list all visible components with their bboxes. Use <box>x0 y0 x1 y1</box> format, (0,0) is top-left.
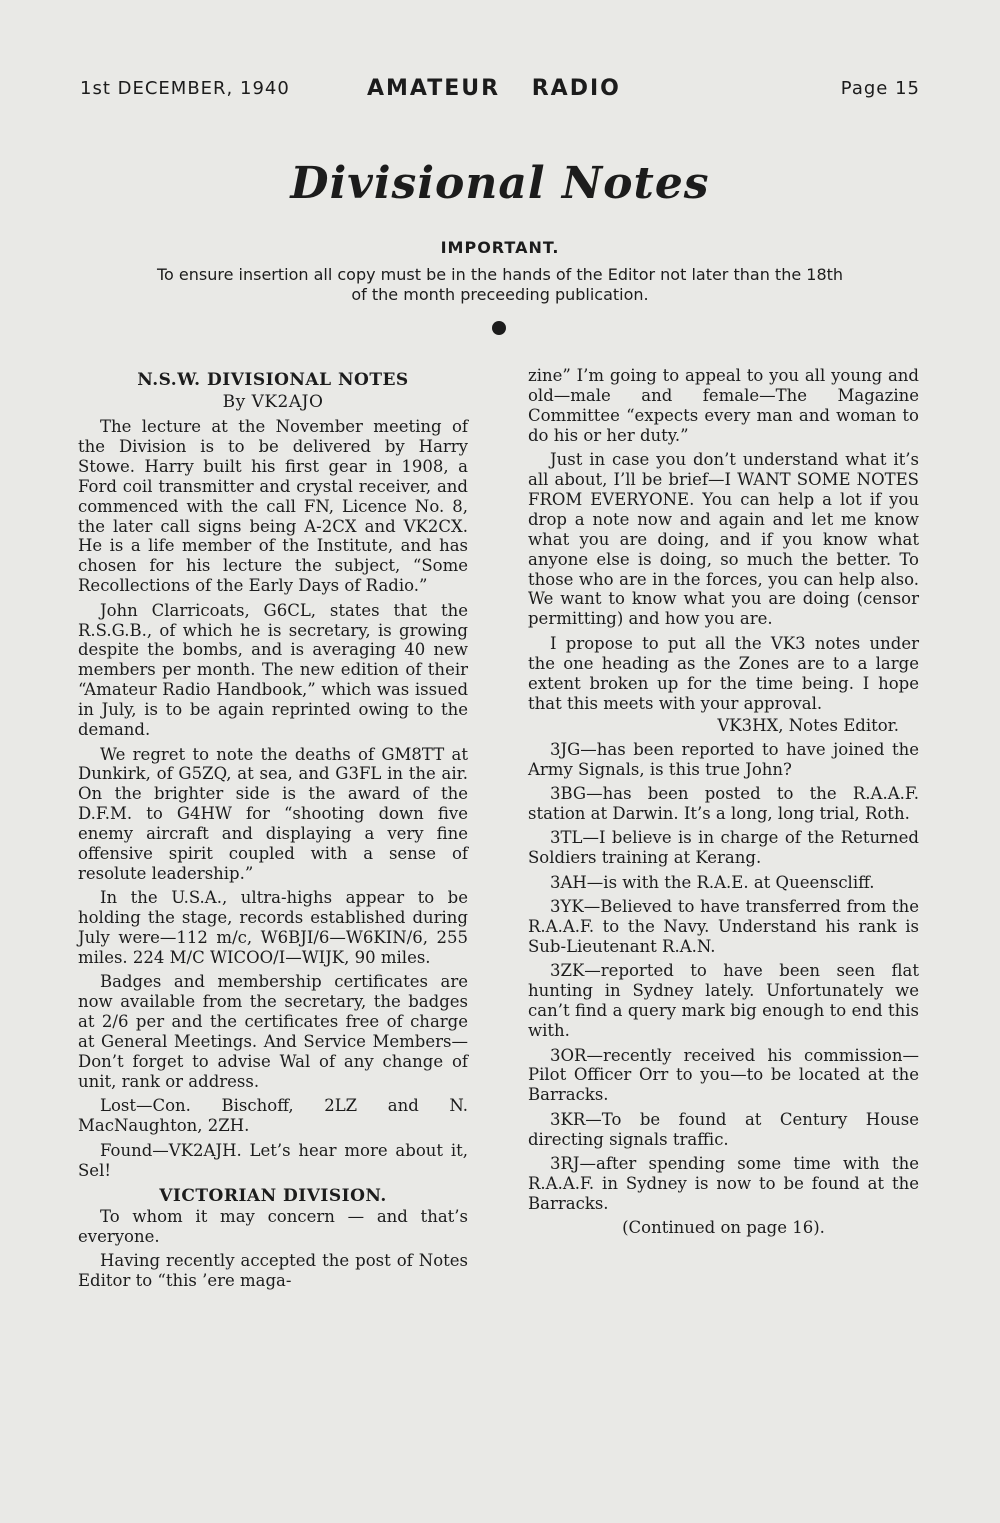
vic-paragraph: To whom it may concern — and that’s everyone. <box>78 1207 468 1246</box>
vic-heading: VICTORIAN DIVISION. <box>159 1186 387 1207</box>
nsw-paragraph: Found—VK2AJH. Let’s hear more about it, Sel! <box>78 1140 468 1180</box>
vic-item: 3AH—is with the R.A.E. at Queenscliff. <box>550 872 875 892</box>
nsw-byline: By VK2AJO <box>222 392 324 412</box>
nsw-paragraph: Badges and membership certificates are now available from the secretary, the badges at 2/6 per and the certificates free of charge at General Meetings. And Service Members—Don’t forget to advise Wal of any change of unit, rank or address. <box>78 972 468 1091</box>
nsw-paragraph: We regret to note the deaths of GM8TT at Dunkirk, of G5ZQ, at sea, and G3FL in the air. On the brighter side is the award of the D.F.M. to G4HW for “shooting down five enemy aircraft and displaying a very fine offensive spirit coupled with a sense of resolute leadership.” <box>78 744 468 883</box>
vic-item: 3JG—has been reported to have joined the Army Signals, is this true John? <box>528 739 919 779</box>
nsw-paragraph: The lecture at the November meeting of the Division is to be delivered by Harry Stowe. Harry built his first gear in 1908, a Ford coil transmitter and crystal receiver, and commenced with the call FN, Licence No. 8, the later call signs being A-2CX and VK2CX. He is a life member of the Institute, and has chosen for his lecture the subject, “Some Recollections of the Early Days of Radio.” <box>78 417 468 596</box>
right-column <box>528 366 919 1243</box>
continued-note: (Continued on page 16). <box>622 1218 825 1238</box>
nsw-heading: N.S.W. DIVISIONAL NOTES <box>137 370 409 390</box>
page-title: Divisional Notes <box>290 158 710 209</box>
vic-item: 3KR—To be found at Century House directing signals traffic. <box>528 1109 919 1149</box>
vic-item: 3YK—Believed to have transferred from the R.A.A.F. to the Navy. Understand his rank is Sub-Lieutenant R.A.N. <box>528 897 919 956</box>
editor-signature: VK3HX, Notes Editor. <box>717 715 899 735</box>
vic-paragraph-continued: zine” I’m going to appeal to you all young and old—male and female—The Magazine Committee “expects every man and woman to do his or her duty.” <box>528 366 919 445</box>
important-label: IMPORTANT. <box>440 238 560 257</box>
vic-paragraph: Having recently accepted the post of Notes Editor to “this ’ere maga- <box>78 1251 468 1291</box>
nsw-paragraph: John Clarricoats, G6CL, states that the R.S.G.B., of which he is secretary, is growing despite the bombs, and is averaging 40 new members per month. The new edition of their “Amateur Radio Handbook,” which was issued in July, is to be again reprinted owing to the demand. <box>78 600 468 740</box>
important-notice: To ensure insertion all copy must be in the hands of the Editor not later than the 18th of the month preceeding publication. <box>156 265 844 304</box>
vic-paragraph: I propose to put all the VK3 notes under the one heading as the Zones are to a large extent broken up for the time being. I hope that this meets with your approval. <box>528 633 919 713</box>
left-column <box>78 366 468 1296</box>
vic-item: 3OR—recently received his commission—Pilot Officer Orr to you—to be located at the Barracks. <box>528 1045 919 1105</box>
vic-item: 3RJ—after spending some time with the R.A.A.F. in Sydney is now to be found at the Barracks. <box>528 1154 919 1213</box>
vic-item: 3BG—has been posted to the R.A.A.F. station at Darwin. It’s a long, long trial, Roth. <box>528 784 919 824</box>
magazine-name: AMATEUR RADIO <box>367 76 621 101</box>
nsw-paragraph: Lost—Con. Bischoff, 2LZ and N. MacNaughton, 2ZH. <box>78 1096 468 1136</box>
vic-paragraph: Just in case you don’t understand what it’s all about, I’ll be brief—I WANT SOME NOTES FROM EVERYONE. You can help a lot if you drop a note now and again and let me know what you are doing, and if you know what anyone else is doing, so much the better. To those who are in the forces, you can help also. We want to know what you are doing (censor permitting) and how you are. <box>528 450 919 629</box>
vic-item: 3ZK—reported to have been seen flat hunting in Sydney lately. Unfortunately we can’t find a query mark big enough to end this with. <box>528 961 919 1041</box>
bullet-divider <box>492 321 506 335</box>
page-number: Page 15 <box>840 78 920 99</box>
running-head <box>80 76 920 106</box>
nsw-paragraph: In the U.S.A., ultra-highs appear to be holding the stage, records established during July were—112 m/c, W6BJI/6—W6KIN/6, 255 miles. 224 M/C WICOO/I—WIJK, 90 miles. <box>78 888 468 968</box>
issue-date: 1st DECEMBER, 1940 <box>80 78 290 99</box>
vic-item: 3TL—I believe is in charge of the Returned Soldiers training at Kerang. <box>528 828 919 868</box>
